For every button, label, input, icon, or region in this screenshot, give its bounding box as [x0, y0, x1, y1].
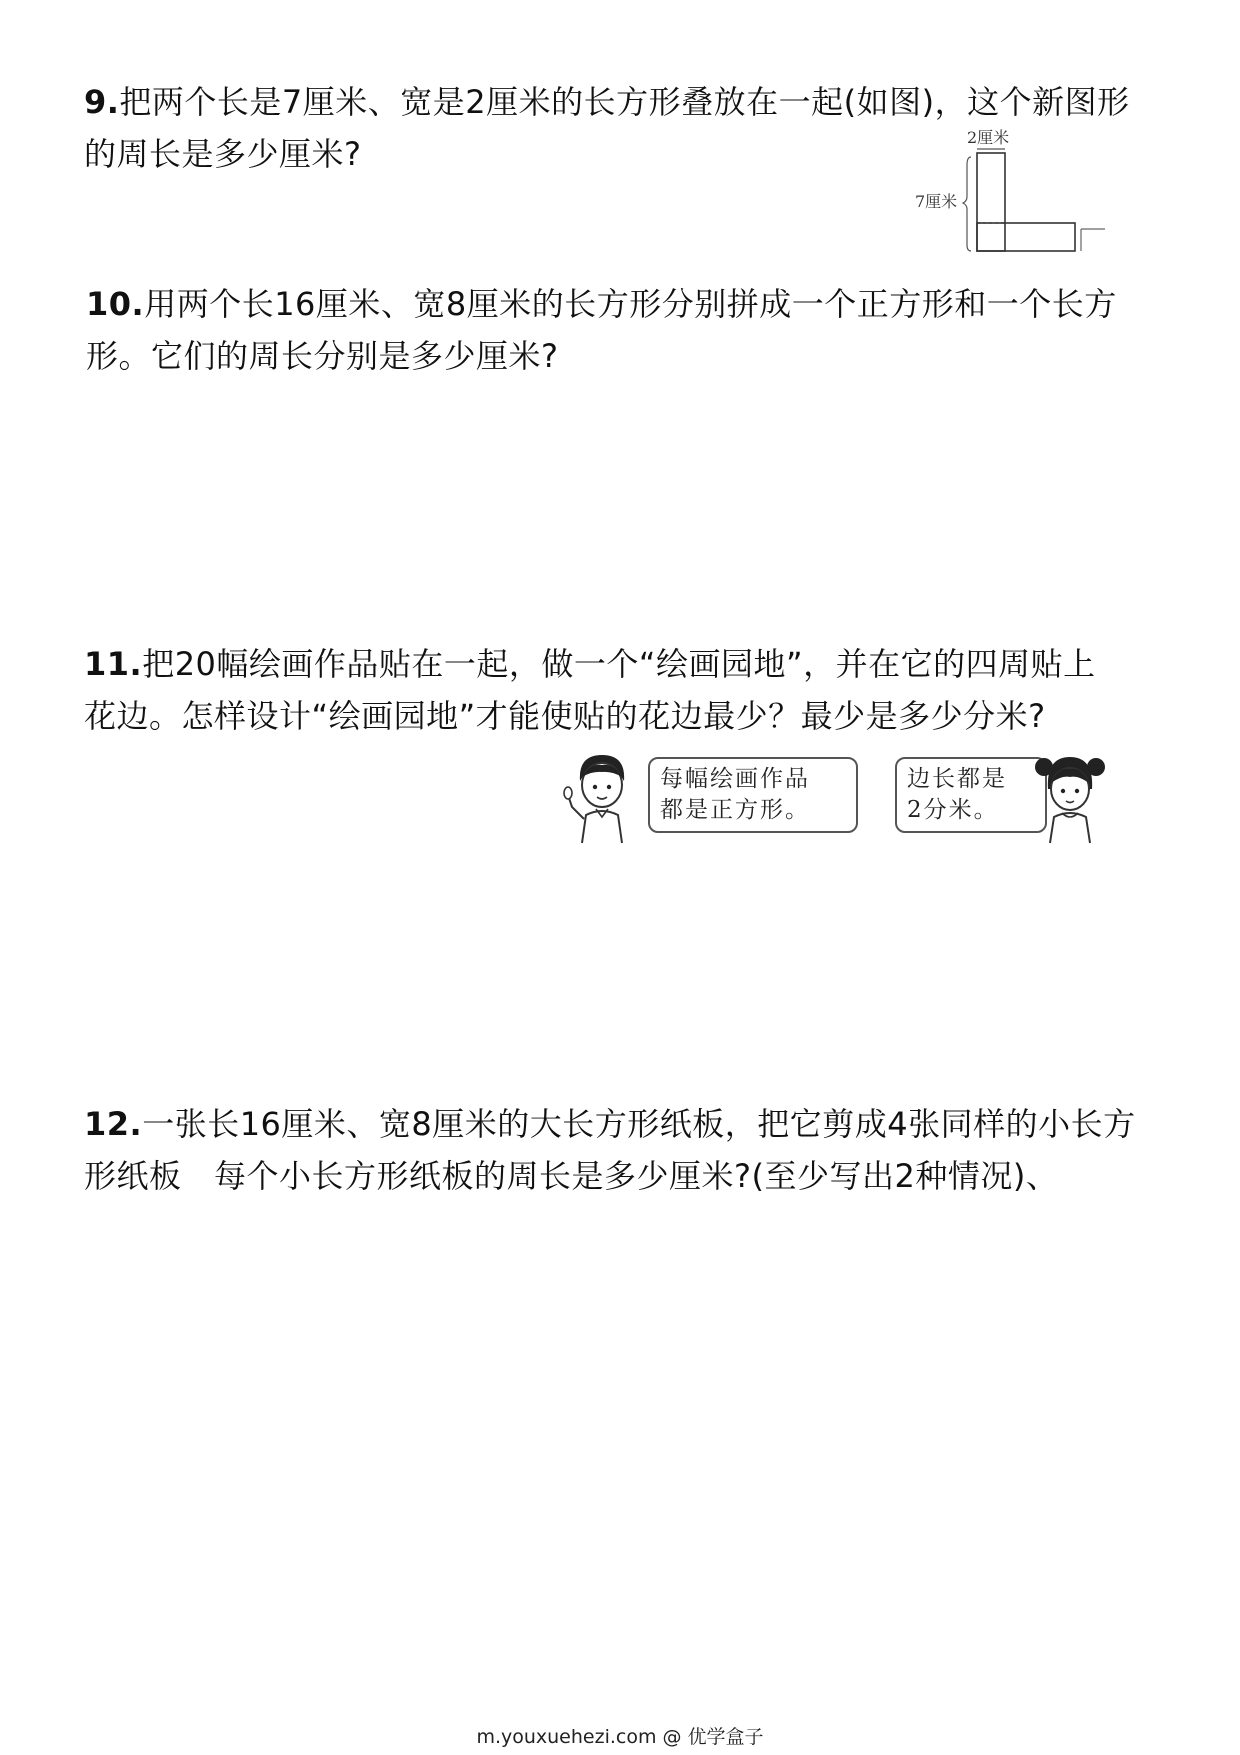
question-9-line-2: 的周长是多少厘米?	[84, 135, 362, 173]
question-text: 用两个长16厘米、宽8厘米的长方形分别拼成一个正方形和一个长方	[144, 285, 1117, 323]
question-12-line-2: 形纸板 每个小长方形纸板的周长是多少厘米?(至少写出2种情况)、	[84, 1157, 1059, 1195]
question-10	[86, 278, 1166, 382]
question-12	[84, 1098, 1164, 1202]
width-label: 2厘米	[967, 128, 1010, 147]
speech-line: 每幅绘画作品	[660, 766, 810, 792]
vertical-rectangle	[977, 153, 1005, 251]
question-text: 把两个长是7厘米、宽是2厘米的长方形叠放在一起(如图)，这个新图形	[119, 83, 1130, 121]
question-number: 10.	[86, 285, 145, 323]
question-text: 一张长16厘米、宽8厘米的大长方形纸板，把它剪成4张同样的小长方	[142, 1105, 1136, 1143]
girl-illustration	[1028, 745, 1112, 845]
question-text: 把20幅绘画作品贴在一起，做一个“绘画园地”，并在它的四周贴上	[142, 645, 1096, 683]
length-brace	[963, 157, 971, 251]
speech-illustration	[560, 745, 1120, 845]
speech-line: 都是正方形。	[660, 797, 810, 823]
boy-illustration	[560, 745, 644, 845]
girl-speech-bubble	[895, 757, 1047, 833]
boy-speech-bubble	[648, 757, 858, 833]
overlapping-rectangles-figure	[905, 125, 1135, 265]
page-footer: m.youxuehezi.com @ 优学盒子	[476, 1726, 764, 1748]
question-11	[84, 638, 1164, 742]
speech-line: 2分米。	[907, 797, 999, 823]
question-10-line-2: 形。它们的周长分别是多少厘米?	[86, 337, 559, 375]
question-number: 11.	[84, 645, 143, 683]
speech-line: 边长都是	[907, 766, 1007, 792]
question-number: 9.	[84, 83, 120, 121]
question-11-line-2: 花边。怎样设计“绘画园地”才能使贴的花边最少？最少是多少分米?	[84, 697, 1046, 735]
question-9-line-1	[84, 76, 1164, 128]
length-label: 7厘米	[915, 192, 958, 211]
question-10-line-1	[86, 278, 1166, 330]
question-12-line-1	[84, 1098, 1164, 1150]
question-number: 12.	[84, 1105, 143, 1143]
question-11-line-1	[84, 638, 1164, 690]
